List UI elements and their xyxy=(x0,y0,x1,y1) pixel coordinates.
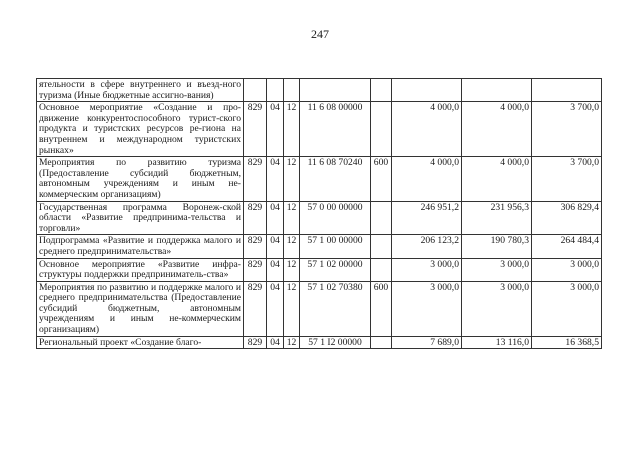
row-rz-code: 04 xyxy=(267,235,284,258)
row-vr-code: 600 xyxy=(371,281,392,336)
row-amount-2: 231 956,3 xyxy=(462,201,532,235)
row-csr-code: 57 1 I2 00000 xyxy=(300,336,371,349)
row-name: ятельности в сфере внутреннего и въезд-ного туризма (Иные бюджетные ассигно-вания) xyxy=(37,79,244,102)
row-amount-1: 4 000,0 xyxy=(392,157,462,201)
row-gr-code: 829 xyxy=(244,258,267,281)
row-pr-code: 12 xyxy=(284,235,300,258)
row-csr-code: 11 6 08 70240 xyxy=(300,157,371,201)
table-row xyxy=(37,201,602,235)
row-amount-2 xyxy=(462,79,532,102)
row-gr-code xyxy=(244,79,267,102)
row-rz-code: 04 xyxy=(267,102,284,157)
row-amount-1: 7 689,0 xyxy=(392,336,462,349)
row-vr-code xyxy=(371,235,392,258)
row-amount-3 xyxy=(532,79,602,102)
row-rz-code: 04 xyxy=(267,258,284,281)
table-row xyxy=(37,79,602,102)
row-vr-code xyxy=(371,258,392,281)
table-body xyxy=(37,79,602,349)
row-rz-code: 04 xyxy=(267,281,284,336)
row-gr-code: 829 xyxy=(244,235,267,258)
row-amount-1 xyxy=(392,79,462,102)
row-pr-code: 12 xyxy=(284,102,300,157)
row-rz-code xyxy=(267,79,284,102)
table-row xyxy=(37,336,602,349)
row-amount-1: 246 951,2 xyxy=(392,201,462,235)
row-rz-code: 04 xyxy=(267,336,284,349)
row-amount-3: 306 829,4 xyxy=(532,201,602,235)
row-csr-code xyxy=(300,79,371,102)
row-amount-2: 3 000,0 xyxy=(462,281,532,336)
row-csr-code: 11 6 08 00000 xyxy=(300,102,371,157)
row-amount-2: 190 780,3 xyxy=(462,235,532,258)
table-row xyxy=(37,157,602,201)
table-row xyxy=(37,258,602,281)
row-name: Подпрограмма «Развитие и поддержка малого и среднего предпринимательства» xyxy=(37,235,244,258)
row-pr-code: 12 xyxy=(284,281,300,336)
row-gr-code: 829 xyxy=(244,201,267,235)
row-pr-code: 12 xyxy=(284,336,300,349)
row-pr-code: 12 xyxy=(284,258,300,281)
row-rz-code: 04 xyxy=(267,157,284,201)
row-name: Региональный проект «Создание благо- xyxy=(37,336,244,349)
row-vr-code xyxy=(371,201,392,235)
table-row xyxy=(37,281,602,336)
row-name: Основное мероприятие «Создание и про-движение конкурентоспособного турист-ского продукта и туристских ресурсов ре-гиона на внутреннем и международном туристских рынках» xyxy=(37,102,244,157)
row-vr-code xyxy=(371,336,392,349)
row-csr-code: 57 0 00 00000 xyxy=(300,201,371,235)
row-amount-3: 16 368,5 xyxy=(532,336,602,349)
row-csr-code: 57 1 00 00000 xyxy=(300,235,371,258)
row-gr-code: 829 xyxy=(244,102,267,157)
row-amount-2: 4 000,0 xyxy=(462,157,532,201)
row-amount-3: 3 700,0 xyxy=(532,102,602,157)
row-pr-code: 12 xyxy=(284,157,300,201)
row-vr-code: 600 xyxy=(371,157,392,201)
row-amount-1: 206 123,2 xyxy=(392,235,462,258)
row-amount-2: 13 116,0 xyxy=(462,336,532,349)
row-gr-code: 829 xyxy=(244,281,267,336)
table-row xyxy=(37,235,602,258)
row-name: Государственная программа Воронеж-ской области «Развитие предпринима-тельства и торговли» xyxy=(37,201,244,235)
row-gr-code: 829 xyxy=(244,157,267,201)
row-vr-code xyxy=(371,79,392,102)
row-gr-code: 829 xyxy=(244,336,267,349)
row-name: Мероприятия по развитию туризма (Предоставление субсидий бюджетным, автономным учреждениям и иным не-коммерческим организациям) xyxy=(37,157,244,201)
table-row xyxy=(37,102,602,157)
row-pr-code: 12 xyxy=(284,201,300,235)
row-csr-code: 57 1 02 00000 xyxy=(300,258,371,281)
row-name: Основное мероприятие «Развитие инфра-структуры поддержки предприниматель-ства» xyxy=(37,258,244,281)
row-vr-code xyxy=(371,102,392,157)
row-amount-1: 3 000,0 xyxy=(392,258,462,281)
row-amount-1: 4 000,0 xyxy=(392,102,462,157)
budget-table xyxy=(36,78,602,349)
row-name: Мероприятия по развитию и поддержке малого и среднего предпринимательства (Предоставление субсидий бюджетным, автономным учреждениям и иным не-коммерческим организациям) xyxy=(37,281,244,336)
row-amount-2: 4 000,0 xyxy=(462,102,532,157)
row-amount-1: 3 000,0 xyxy=(392,281,462,336)
row-amount-3: 264 484,4 xyxy=(532,235,602,258)
row-csr-code: 57 1 02 70380 xyxy=(300,281,371,336)
row-rz-code: 04 xyxy=(267,201,284,235)
row-pr-code xyxy=(284,79,300,102)
row-amount-3: 3 000,0 xyxy=(532,281,602,336)
row-amount-3: 3 000,0 xyxy=(532,258,602,281)
page-number: 247 xyxy=(311,27,329,41)
row-amount-3: 3 700,0 xyxy=(532,157,602,201)
row-amount-2: 3 000,0 xyxy=(462,258,532,281)
